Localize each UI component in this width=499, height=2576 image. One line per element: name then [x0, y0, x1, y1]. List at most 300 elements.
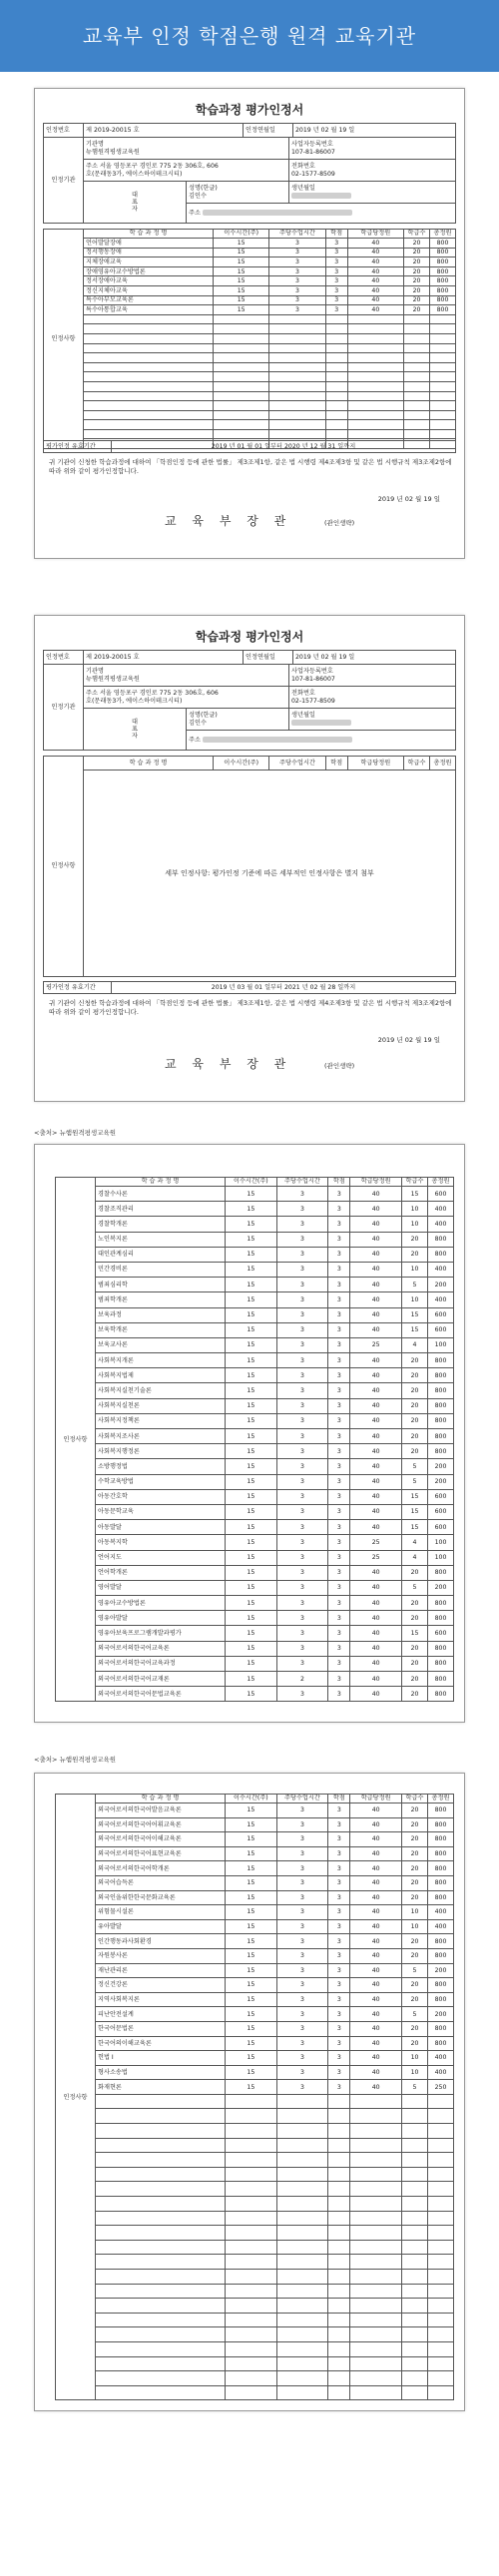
course-classes: 20: [402, 1803, 428, 1818]
table-row: [56, 1817, 454, 1832]
course-credit: 3: [328, 1861, 350, 1876]
course-hours2: 3: [276, 1596, 328, 1611]
course-capacity: 40: [347, 305, 403, 315]
course-hours2: 3: [276, 1520, 328, 1535]
addr-label: 주소: [86, 163, 98, 171]
empty-cell: [276, 2138, 328, 2153]
empty-cell: [428, 2138, 454, 2153]
course-credit: 3: [328, 1803, 350, 1818]
empty-cell: [428, 2182, 454, 2197]
empty-cell: [226, 2284, 277, 2299]
course-classes: 20: [404, 239, 430, 249]
empty-row: [56, 2182, 454, 2197]
empty-cell: [96, 2109, 226, 2124]
empty-row: [56, 2299, 454, 2314]
course-hours2: 3: [276, 1803, 328, 1818]
course-name: 수학교육방법: [96, 1474, 226, 1489]
course-total: 800: [428, 1398, 454, 1413]
empty-cell: [430, 420, 456, 430]
empty-cell: [84, 420, 214, 430]
table-row: [56, 1580, 454, 1595]
course-hours: 15: [226, 1322, 277, 1337]
empty-row: [56, 2341, 454, 2356]
empty-cell: [430, 314, 456, 324]
course-classes: 20: [402, 1875, 428, 1890]
course-hours: 15: [214, 266, 269, 276]
course-hours: 15: [226, 2036, 277, 2051]
head-total: 총정원: [428, 1178, 454, 1187]
empty-cell: [402, 2124, 428, 2139]
period-label: 평가인정 유효기간: [44, 982, 112, 994]
course-capacity: 40: [350, 1353, 402, 1368]
minister-name: 교 육 부 장 관: [165, 1057, 292, 1071]
course-hours2: 3: [276, 1307, 328, 1322]
course-capacity: 40: [350, 1919, 402, 1934]
course-hours: 15: [226, 1520, 277, 1535]
course-total: 800: [428, 1641, 454, 1656]
empty-cell: [428, 2341, 454, 2356]
course-classes: 15: [402, 1504, 428, 1519]
inst-name-value: 뉴햄원격평생교육원: [86, 675, 140, 683]
course-total: 600: [428, 1307, 454, 1322]
addr-value-1: 서울 영등포구 경인로 775 2동 306호, 606: [99, 163, 219, 171]
empty-cell: [328, 2341, 350, 2356]
head-credit: 학점: [325, 230, 347, 239]
table-header-row: [44, 230, 456, 239]
course-hours: 15: [226, 1611, 277, 1626]
course-total: 800: [428, 1803, 454, 1818]
course-hours: 15: [226, 1817, 277, 1832]
course-total: 800: [428, 1565, 454, 1580]
empty-cell: [276, 2197, 328, 2212]
course-hours2: 3: [276, 2051, 328, 2066]
empty-row: [56, 2167, 454, 2182]
course-hours2: 3: [276, 1641, 328, 1656]
course-total: 800: [428, 1611, 454, 1626]
course-hours: 15: [226, 1596, 277, 1611]
course-name: 정서행동장애: [84, 248, 214, 258]
empty-row: [44, 420, 456, 430]
course-hours: 15: [214, 305, 269, 315]
attachment-1: [34, 1144, 465, 1723]
empty-cell: [276, 2270, 328, 2285]
attachment-2: [34, 1773, 465, 2411]
course-hours2: 3: [276, 1565, 328, 1580]
empty-cell: [428, 2109, 454, 2124]
course-hours: 15: [226, 1307, 277, 1322]
inst-name-label: 기관명: [86, 668, 104, 676]
empty-cell: [325, 391, 347, 401]
course-total: 400: [428, 1217, 454, 1232]
empty-cell: [269, 314, 325, 324]
course-name: 사회복지실천론: [96, 1398, 226, 1413]
table-header-row: [56, 1178, 454, 1187]
course-total: 800: [428, 2036, 454, 2051]
course-total: 400: [428, 1262, 454, 1277]
table-row: [44, 266, 456, 276]
empty-cell: [84, 401, 214, 411]
course-classes: 20: [402, 2036, 428, 2051]
empty-cell: [214, 343, 269, 353]
course-classes: 20: [402, 1565, 428, 1580]
course-hours2: 3: [276, 1846, 328, 1861]
course-classes: 4: [402, 1550, 428, 1565]
course-credit: 3: [328, 1687, 350, 1702]
detail-note: 세부 인정사항: 평가인정 기준에 따른 세부적인 인정사항은 별지 첨부: [84, 771, 456, 977]
empty-cell: [325, 353, 347, 363]
empty-cell: [402, 2094, 428, 2109]
table-row: [56, 1247, 454, 1262]
empty-cell: [428, 2197, 454, 2212]
head-fee: 학급당정원: [347, 757, 403, 771]
course-total: 800: [428, 1846, 454, 1861]
empty-cell: [347, 343, 403, 353]
empty-cell: [276, 2327, 328, 2342]
table-row: [56, 1217, 454, 1232]
empty-cell: [325, 410, 347, 420]
course-capacity: 40: [350, 1474, 402, 1489]
empty-cell: [347, 429, 403, 439]
course-hours: 15: [226, 1656, 277, 1671]
table-row: [56, 1322, 454, 1337]
course-name: 사회복지행정론: [96, 1444, 226, 1459]
course-classes: 20: [402, 1832, 428, 1847]
empty-cell: [276, 2371, 328, 2386]
course-credit: 3: [328, 1504, 350, 1519]
course-total: 800: [430, 266, 456, 276]
date-label: 인정연월일: [244, 124, 293, 138]
empty-cell: [214, 410, 269, 420]
empty-cell: [276, 2211, 328, 2226]
course-classes: 20: [402, 1948, 428, 1963]
course-hours2: 3: [276, 1626, 328, 1641]
course-hours2: 3: [276, 1353, 328, 1368]
empty-cell: [269, 353, 325, 363]
empty-row: [56, 2270, 454, 2285]
course-total: 800: [428, 1948, 454, 1963]
rep-addr-label: 주소: [189, 209, 201, 217]
head-subject: 학 습 과 정 명: [84, 757, 214, 771]
empty-cell: [430, 429, 456, 439]
empty-cell: [404, 420, 430, 430]
course-capacity: 40: [350, 1202, 402, 1217]
empty-cell: [328, 2182, 350, 2197]
empty-cell: [428, 2226, 454, 2241]
empty-cell: [96, 2255, 226, 2270]
course-hours: 15: [226, 1217, 277, 1232]
course-credit: 3: [328, 1656, 350, 1671]
course-hours: 15: [226, 2051, 277, 2066]
course-capacity: 40: [347, 295, 403, 305]
empty-cell: [404, 401, 430, 411]
table-row: [44, 248, 456, 258]
course-hours: 15: [226, 1247, 277, 1262]
course-hours: 15: [226, 1292, 277, 1307]
empty-cell: [328, 2356, 350, 2371]
course-name: 영유아발달: [96, 1611, 226, 1626]
course-name: 외국어로서의한국어이해교육론: [96, 1832, 226, 1847]
course-name: 사회복지법제: [96, 1368, 226, 1383]
course-capacity: 40: [350, 2007, 402, 2022]
course-classes: 5: [402, 1278, 428, 1292]
redacted-birth: [291, 193, 351, 199]
course-hours: 15: [226, 1459, 277, 1474]
date-value: 2019 년 02 월 19 일: [293, 651, 456, 665]
empty-cell: [402, 2270, 428, 2285]
course-classes: 20: [402, 1232, 428, 1247]
empty-cell: [428, 2284, 454, 2299]
course-credit: 3: [328, 1817, 350, 1832]
course-hours2: 3: [269, 305, 325, 315]
empty-cell: [96, 2327, 226, 2342]
rep-label-1: 대: [132, 191, 138, 199]
course-hours: 15: [226, 2080, 277, 2095]
course-credit: 3: [328, 1444, 350, 1459]
course-hours: 15: [226, 1580, 277, 1595]
course-total: 400: [428, 1905, 454, 1920]
empty-cell: [402, 2226, 428, 2241]
course-credit: 3: [328, 1905, 350, 1920]
table-row: [56, 1474, 454, 1489]
course-capacity: 40: [347, 248, 403, 258]
table-row: [56, 2051, 454, 2066]
course-name: 아동문학교육: [96, 1504, 226, 1519]
course-hours: 15: [226, 1626, 277, 1641]
course-name: 외국어로서의한국어어휘교육론: [96, 1817, 226, 1832]
attachment-table-1: [55, 1177, 454, 1702]
table-row: [56, 1919, 454, 1934]
source-caption-1: <출처> 뉴햄원격평생교육원: [34, 1129, 117, 1137]
course-classes: 20: [402, 2021, 428, 2036]
course-hours2: 3: [276, 2080, 328, 2095]
course-hours2: 3: [276, 1187, 328, 1202]
empty-cell: [269, 401, 325, 411]
course-name: 범죄학개론: [96, 1292, 226, 1307]
attachment-table-2: [55, 1794, 454, 2400]
table-row: [56, 1596, 454, 1611]
empty-cell: [226, 2197, 277, 2212]
empty-cell: [214, 429, 269, 439]
institution-label: 인정기관: [44, 665, 84, 751]
empty-cell: [226, 2255, 277, 2270]
empty-row: [44, 343, 456, 353]
empty-cell: [84, 429, 214, 439]
date-value: 2019 년 02 월 19 일: [293, 124, 456, 138]
course-credit: 3: [328, 1489, 350, 1504]
course-total: 200: [428, 1459, 454, 1474]
empty-cell: [276, 2240, 328, 2255]
empty-cell: [84, 333, 214, 343]
head-hours2: 주당수업시간: [276, 1178, 328, 1187]
empty-cell: [430, 324, 456, 334]
empty-cell: [404, 324, 430, 334]
table-header-row: [56, 1795, 454, 1803]
course-classes: 15: [402, 1626, 428, 1641]
course-total: 400: [428, 1202, 454, 1217]
course-total: 600: [428, 1504, 454, 1519]
course-hours: 15: [226, 1832, 277, 1847]
course-total: 800: [428, 1861, 454, 1876]
table-row: [44, 239, 456, 249]
institution-table: [43, 664, 456, 751]
course-credit: 3: [328, 1992, 350, 2007]
empty-row: [56, 2138, 454, 2153]
course-credit: 3: [325, 285, 347, 295]
empty-cell: [350, 2197, 402, 2212]
empty-cell: [325, 343, 347, 353]
course-hours2: 3: [276, 1262, 328, 1277]
course-hours2: 3: [276, 1413, 328, 1428]
course-capacity: 40: [350, 1232, 402, 1247]
rep-label-2: 표: [132, 198, 138, 206]
head-hours2: 주당수업시간: [276, 1795, 328, 1803]
empty-row: [44, 401, 456, 411]
empty-cell: [84, 410, 214, 420]
course-capacity: 40: [350, 1292, 402, 1307]
rep-label-3: 자: [132, 206, 138, 214]
course-hours: 15: [226, 1875, 277, 1890]
course-name: 범죄심리학: [96, 1278, 226, 1292]
empty-row: [44, 391, 456, 401]
empty-cell: [404, 410, 430, 420]
empty-cell: [84, 391, 214, 401]
course-hours: 15: [226, 1978, 277, 1993]
course-name: 대인관계심리: [96, 1247, 226, 1262]
course-total: 800: [428, 1978, 454, 1993]
empty-cell: [347, 362, 403, 372]
empty-cell: [276, 2313, 328, 2327]
empty-cell: [402, 2371, 428, 2386]
table-row: [56, 2080, 454, 2095]
number-value: 제 2019-20015 호: [84, 124, 244, 138]
empty-cell: [428, 2153, 454, 2168]
empty-cell: [96, 2284, 226, 2299]
empty-cell: [96, 2356, 226, 2371]
course-credit: 3: [328, 1187, 350, 1202]
course-classes: 20: [402, 1247, 428, 1262]
course-table-2: [43, 756, 456, 977]
course-hours2: 3: [276, 1217, 328, 1232]
inst-name-value: 뉴햄원격평생교육원: [86, 148, 140, 156]
course-total: 100: [428, 1550, 454, 1565]
course-capacity: 25: [350, 1337, 402, 1352]
course-hours2: 3: [276, 1890, 328, 1905]
course-credit: 3: [328, 1963, 350, 1978]
course-hours: 15: [226, 1202, 277, 1217]
empty-row: [56, 2109, 454, 2124]
head-subject: 학 습 과 정 명: [96, 1795, 226, 1803]
head-total: 총정원: [430, 230, 456, 239]
empty-cell: [96, 2124, 226, 2139]
empty-cell: [404, 372, 430, 382]
course-credit: 3: [328, 1474, 350, 1489]
head-credit: 학점: [328, 1178, 350, 1187]
course-hours2: 3: [276, 2065, 328, 2080]
course-hours2: 3: [276, 1861, 328, 1876]
course-total: 800: [428, 1247, 454, 1262]
course-credit: 3: [325, 266, 347, 276]
empty-cell: [350, 2153, 402, 2168]
course-hours: 15: [226, 1535, 277, 1550]
table-row: [56, 1948, 454, 1963]
course-credit: 3: [328, 1596, 350, 1611]
course-total: 100: [428, 1337, 454, 1352]
course-capacity: 40: [350, 1641, 402, 1656]
course-classes: 10: [402, 1262, 428, 1277]
empty-cell: [96, 2167, 226, 2182]
empty-cell: [325, 420, 347, 430]
course-classes: 20: [402, 1398, 428, 1413]
course-classes: 15: [402, 1322, 428, 1337]
course-hours2: 3: [276, 1232, 328, 1247]
course-name: 경찰조직관리: [96, 1202, 226, 1217]
course-credit: 3: [328, 1217, 350, 1232]
course-hours: 15: [226, 1861, 277, 1876]
biz-value: 107-81-86007: [291, 675, 335, 683]
course-credit: 3: [328, 1398, 350, 1413]
course-hours2: 3: [276, 1992, 328, 2007]
course-total: 400: [428, 1919, 454, 1934]
certificate-title: 학습과정 평가인정서: [195, 630, 304, 644]
empty-row: [44, 324, 456, 334]
course-credit: 3: [328, 2007, 350, 2022]
course-capacity: 40: [350, 2036, 402, 2051]
course-capacity: 25: [350, 1535, 402, 1550]
empty-cell: [214, 353, 269, 363]
empty-cell: [84, 324, 214, 334]
course-name: 외국어로서의한국어교재론: [96, 1672, 226, 1687]
empty-cell: [226, 2385, 277, 2400]
empty-cell: [226, 2109, 277, 2124]
empty-cell: [404, 381, 430, 391]
empty-cell: [347, 410, 403, 420]
course-classes: 20: [402, 1817, 428, 1832]
course-credit: 3: [328, 1520, 350, 1535]
empty-cell: [350, 2094, 402, 2109]
course-classes: 5: [402, 2007, 428, 2022]
empty-cell: [226, 2211, 277, 2226]
course-hours2: 3: [276, 1963, 328, 1978]
course-total: 800: [428, 1353, 454, 1368]
course-name: 자원봉사론: [96, 1948, 226, 1963]
empty-cell: [226, 2153, 277, 2168]
sign-date: 2019 년 02 월 19 일: [377, 495, 440, 503]
empty-cell: [404, 362, 430, 372]
empty-cell: [347, 324, 403, 334]
course-capacity: 40: [347, 285, 403, 295]
course-capacity: 40: [350, 1262, 402, 1277]
empty-cell: [350, 2341, 402, 2356]
empty-cell: [428, 2385, 454, 2400]
course-total: 800: [428, 1817, 454, 1832]
empty-cell: [402, 2327, 428, 2342]
course-hours: 15: [226, 1565, 277, 1580]
empty-cell: [328, 2226, 350, 2241]
course-label: 인정사항: [44, 757, 84, 977]
course-hours2: 3: [276, 1202, 328, 1217]
redacted-birth: [291, 720, 351, 726]
empty-row: [56, 2356, 454, 2371]
course-total: 800: [428, 1444, 454, 1459]
institution-table: [43, 137, 456, 224]
course-capacity: 40: [350, 1846, 402, 1861]
course-total: 600: [428, 1322, 454, 1337]
course-hours: 15: [226, 1504, 277, 1519]
course-hours: 15: [226, 1383, 277, 1398]
course-credit: 3: [325, 305, 347, 315]
table-row: [56, 1626, 454, 1641]
course-capacity: 40: [350, 1992, 402, 2007]
